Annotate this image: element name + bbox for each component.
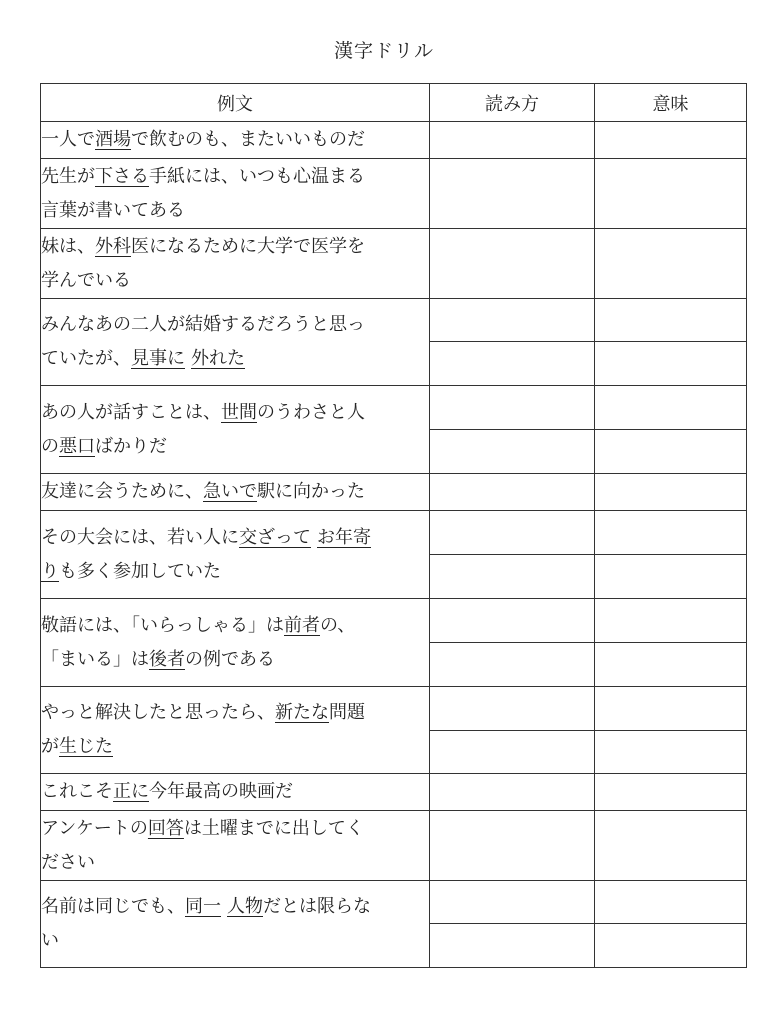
meaning-answer-cell[interactable] <box>595 229 747 299</box>
drill-body <box>41 122 747 968</box>
sentence-text: これこそ <box>41 781 113 802</box>
sentence-text: 名前は同じでも、 <box>41 896 185 917</box>
meaning-answer-cell[interactable] <box>595 159 747 229</box>
sentence-text: 駅に向かった <box>257 481 365 502</box>
sentence-text: みんなあの二人が結婚するだろうと思っ <box>41 314 365 335</box>
sentence-text: だとは限らな <box>263 896 371 917</box>
meaning-answer-cell[interactable] <box>595 511 747 555</box>
meaning-answer-cell[interactable] <box>595 924 747 968</box>
sentence-text: のうわさと人 <box>257 401 365 423</box>
target-kanji-word: 交ざって <box>239 526 311 548</box>
example-sentence <box>41 811 430 881</box>
target-kanji-word: 人物 <box>227 896 263 917</box>
target-kanji-word: 酒場 <box>95 129 131 150</box>
target-kanji-word: 見事に <box>131 348 185 369</box>
target-kanji-word: お年寄 <box>317 526 371 548</box>
table-row <box>41 811 747 881</box>
target-kanji-word: 急いで <box>203 481 257 502</box>
sentence-text: 学んでいる <box>41 269 131 291</box>
example-sentence <box>41 474 430 511</box>
target-kanji-word: 悪口 <box>59 435 95 457</box>
sentence-text: い <box>41 930 59 951</box>
sentence-text: も多く参加していた <box>59 560 221 582</box>
meaning-answer-cell[interactable] <box>595 643 747 687</box>
meaning-answer-cell[interactable] <box>595 430 747 474</box>
reading-answer-cell[interactable] <box>430 122 595 159</box>
sentence-text: ていたが、 <box>41 348 131 369</box>
target-kanji-word: 外科 <box>95 235 131 257</box>
example-sentence <box>41 159 430 229</box>
reading-answer-cell[interactable] <box>430 229 595 299</box>
target-kanji-word: 後者 <box>149 648 185 670</box>
target-kanji-word: り <box>41 560 59 582</box>
reading-answer-cell[interactable] <box>430 599 595 643</box>
reading-answer-cell[interactable] <box>430 159 595 229</box>
meaning-answer-cell[interactable] <box>595 342 747 386</box>
meaning-answer-cell[interactable] <box>595 299 747 342</box>
sentence-text: の、 <box>320 614 356 636</box>
example-sentence <box>41 386 430 474</box>
sentence-text: は土曜までに出してく <box>183 817 364 839</box>
target-kanji-word: 世間 <box>221 401 257 423</box>
table-row <box>41 122 747 159</box>
table-row <box>41 511 747 555</box>
sentence-text: 敬語には、「いらっしゃる」は <box>41 614 284 636</box>
meaning-answer-cell[interactable] <box>595 731 747 774</box>
page-title: 漢字ドリル <box>333 40 434 62</box>
sentence-text: 医になるために大学で医学を <box>131 235 365 257</box>
example-sentence <box>41 122 430 159</box>
target-kanji-word: 外れた <box>191 348 245 369</box>
header-row <box>41 84 747 122</box>
table-row <box>41 881 747 924</box>
example-sentence <box>41 299 430 386</box>
reading-answer-cell[interactable] <box>430 386 595 430</box>
header-reading: 読み方 <box>430 84 595 122</box>
header-meaning: 意味 <box>595 84 747 122</box>
kanji-drill-table <box>40 83 747 968</box>
table-row <box>41 774 747 811</box>
header-sentence: 例文 <box>41 84 430 122</box>
sentence-text: 妹は、 <box>41 235 95 257</box>
sentence-text: 友達に会うために、 <box>41 481 203 502</box>
meaning-answer-cell[interactable] <box>595 386 747 430</box>
reading-answer-cell[interactable] <box>430 774 595 811</box>
table-row <box>41 229 747 299</box>
sentence-text: 今年最高の映画だ <box>149 781 293 802</box>
reading-answer-cell[interactable] <box>430 342 595 386</box>
table-row <box>41 299 747 342</box>
table-row <box>41 386 747 430</box>
target-kanji-word: 正に <box>113 781 149 802</box>
sentence-text: アンケートの <box>41 817 148 839</box>
example-sentence <box>41 881 430 968</box>
meaning-answer-cell[interactable] <box>595 774 747 811</box>
example-sentence <box>41 511 430 599</box>
example-sentence <box>41 229 430 299</box>
meaning-answer-cell[interactable] <box>595 599 747 643</box>
meaning-answer-cell[interactable] <box>595 122 747 159</box>
example-sentence <box>41 774 430 811</box>
example-sentence <box>41 599 430 687</box>
meaning-answer-cell[interactable] <box>595 881 747 924</box>
reading-answer-cell[interactable] <box>430 430 595 474</box>
reading-answer-cell[interactable] <box>430 731 595 774</box>
reading-answer-cell[interactable] <box>430 474 595 511</box>
sentence-text: その大会には、若い人に <box>41 526 239 548</box>
sentence-text: が <box>41 736 59 757</box>
target-kanji-word: 生じた <box>59 736 113 757</box>
sentence-text: 「まいる」は <box>41 648 149 670</box>
sentence-text: で飲むのも、またいいものだ <box>131 129 365 150</box>
reading-answer-cell[interactable] <box>430 555 595 599</box>
target-kanji-word: 同一 <box>185 896 221 917</box>
reading-answer-cell[interactable] <box>430 924 595 968</box>
table-row <box>41 599 747 643</box>
meaning-answer-cell[interactable] <box>595 474 747 511</box>
meaning-answer-cell[interactable] <box>595 811 747 881</box>
sentence-text: 手紙には、いつも心温まる <box>149 165 365 187</box>
target-kanji-word: 新たな <box>275 702 329 723</box>
sentence-text: ださい <box>41 851 95 873</box>
meaning-answer-cell[interactable] <box>595 555 747 599</box>
reading-answer-cell[interactable] <box>430 511 595 555</box>
meaning-answer-cell[interactable] <box>595 687 747 731</box>
sentence-text: の <box>41 435 59 457</box>
sentence-text: 一人で <box>41 129 95 150</box>
target-kanji-word: 下さる <box>95 165 149 187</box>
sentence-text: やっと解決したと思ったら、 <box>41 702 275 723</box>
target-kanji-word: 回答 <box>147 817 184 839</box>
table-row <box>41 474 747 511</box>
sentence-text: ばかりだ <box>95 435 167 457</box>
target-kanji-word: 前者 <box>284 614 320 636</box>
sentence-text: 問題 <box>329 702 365 723</box>
reading-answer-cell[interactable] <box>430 299 595 342</box>
sentence-text: 言葉が書いてある <box>41 199 185 221</box>
example-sentence <box>41 687 430 774</box>
reading-answer-cell[interactable] <box>430 881 595 924</box>
sentence-text: 先生が <box>41 165 95 187</box>
table-row <box>41 159 747 229</box>
reading-answer-cell[interactable] <box>430 811 595 881</box>
sentence-text: あの人が話すことは、 <box>41 401 221 423</box>
reading-answer-cell[interactable] <box>430 643 595 687</box>
table-row <box>41 687 747 731</box>
sentence-text: の例である <box>185 648 275 670</box>
reading-answer-cell[interactable] <box>430 687 595 731</box>
